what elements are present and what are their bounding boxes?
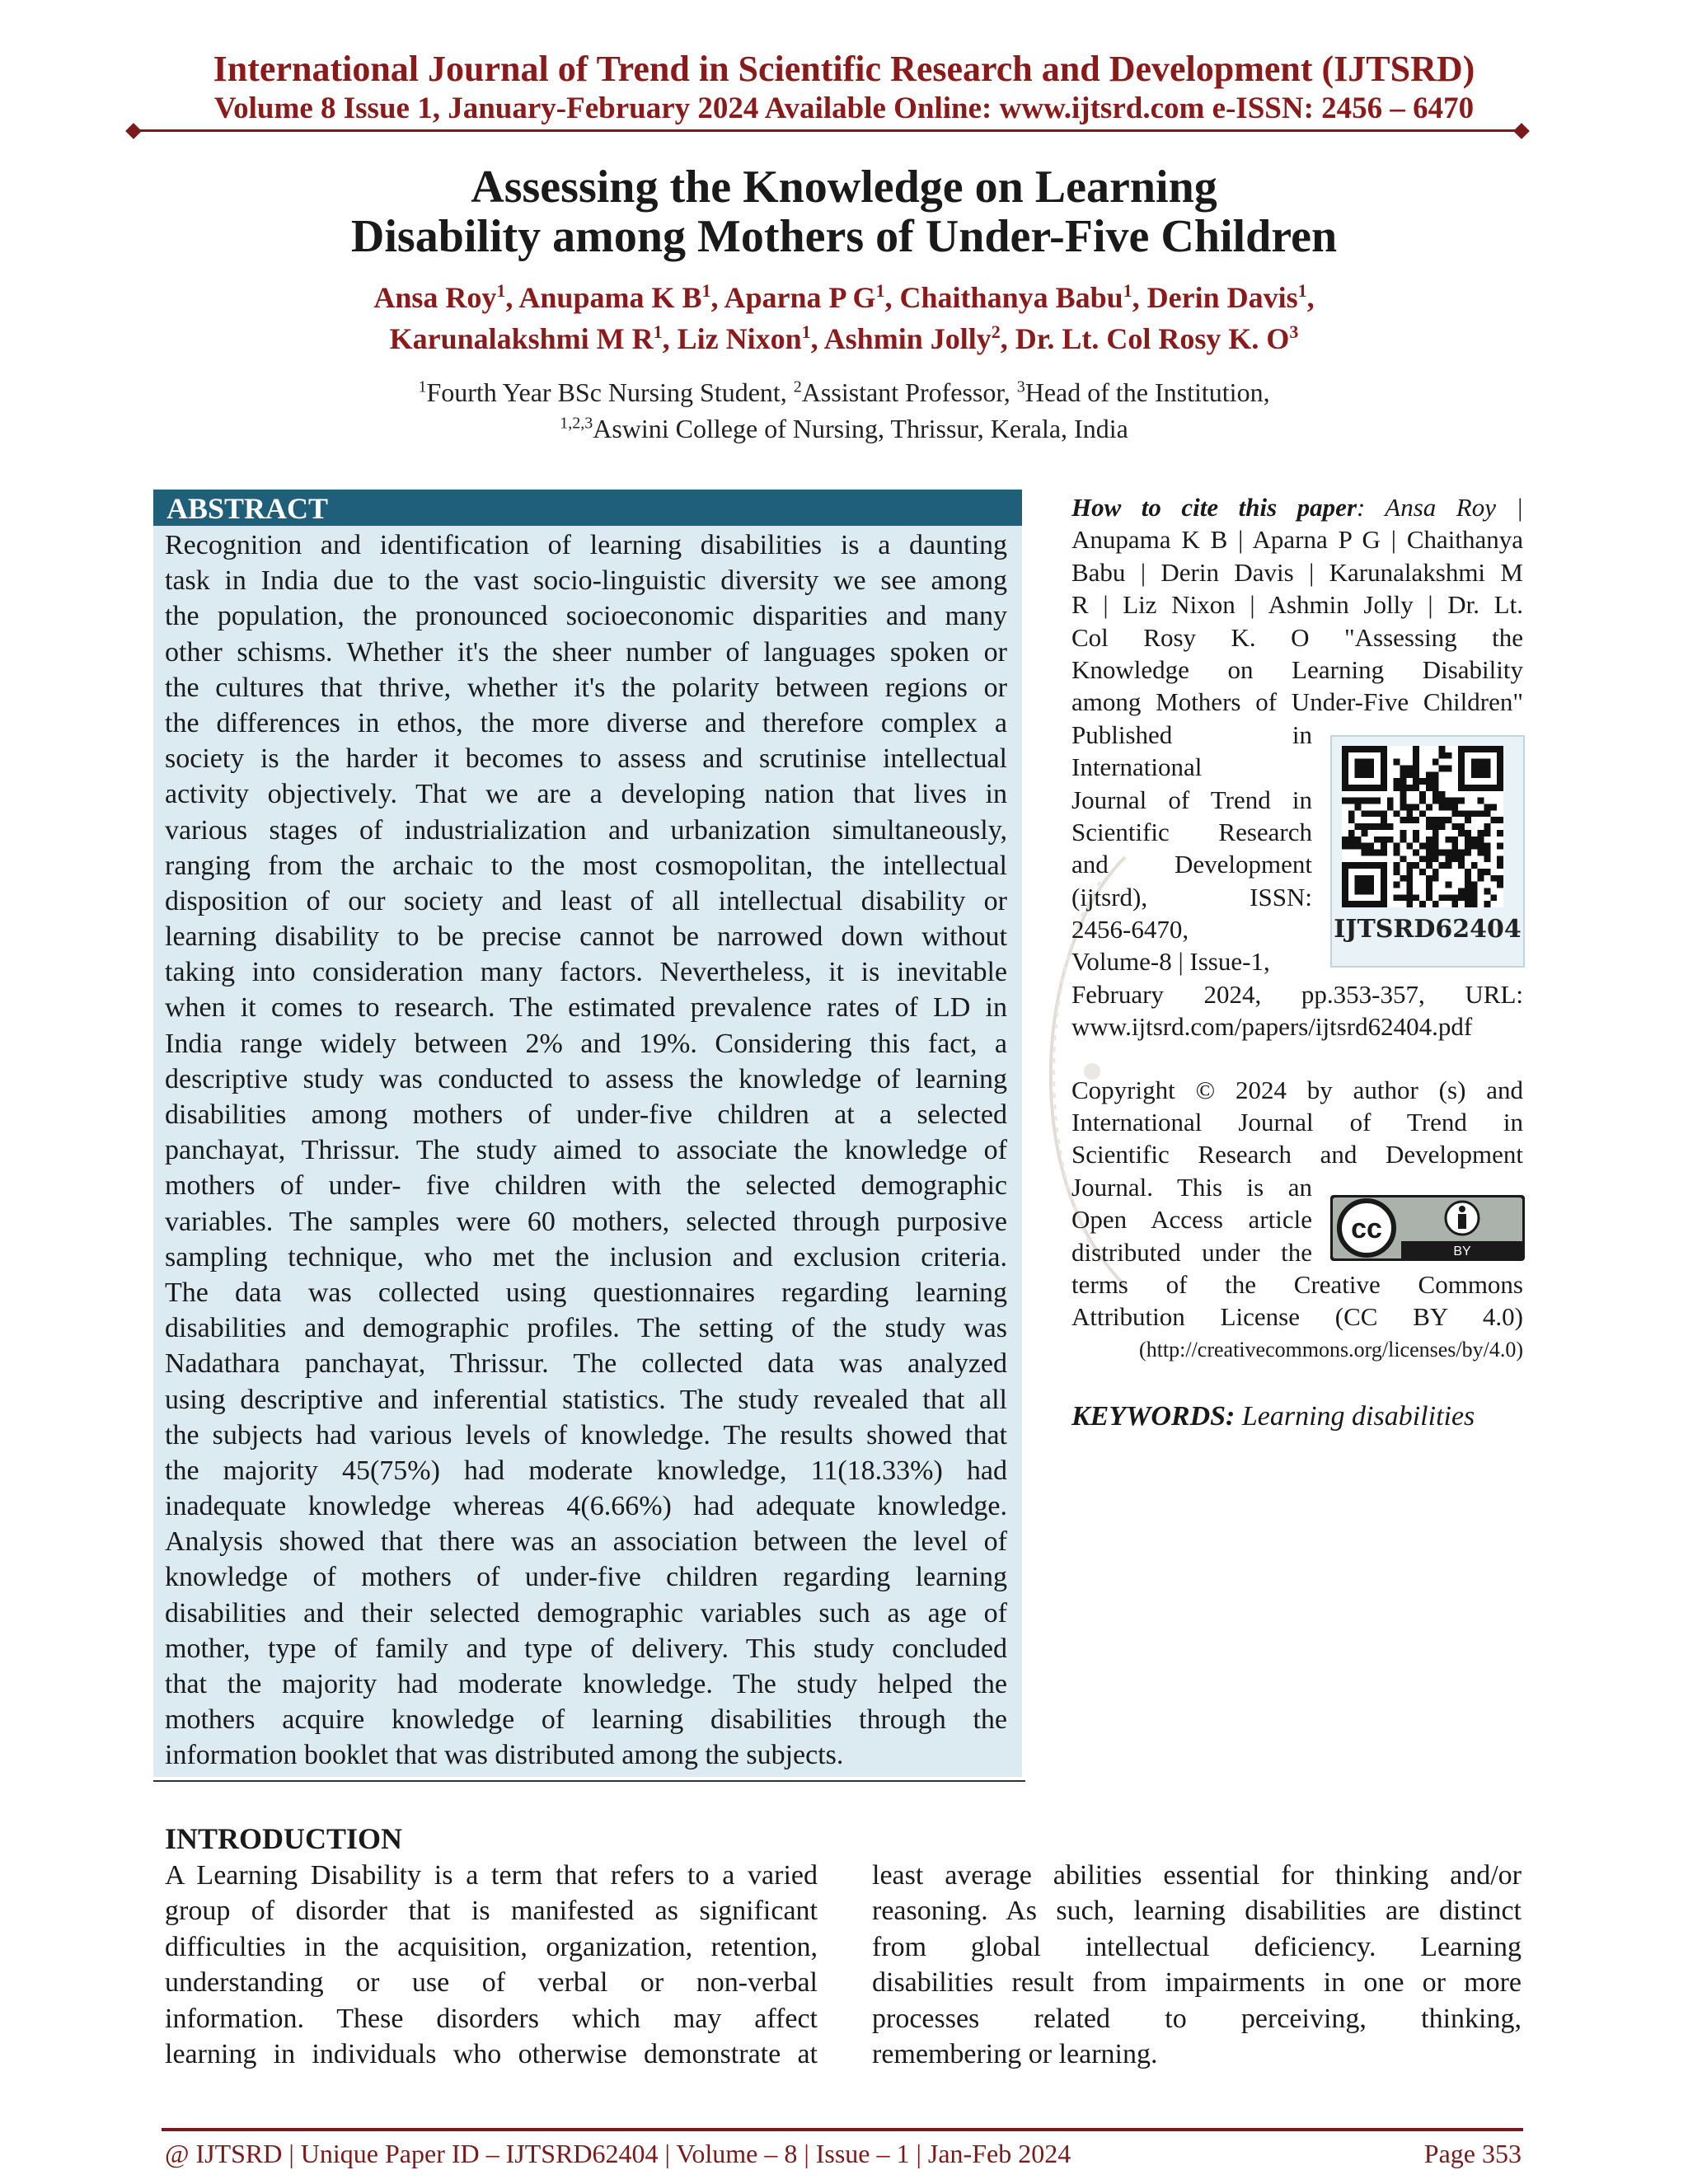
author-name: Aparna P G xyxy=(724,281,876,314)
citation-line: R | Liz Nixon | Ashmin Jolly | Dr. Lt. xyxy=(1071,590,1523,620)
introduction-right-column xyxy=(872,1858,1522,2072)
footer-text: @ IJTSRD | Unique Paper ID – IJTSRD62404 | Volume – 8 | Issue – 1 | Jan-Feb 2024 xyxy=(165,2139,1071,2168)
author-sep: , xyxy=(662,322,678,355)
citation-line: International xyxy=(1071,752,1203,782)
introduction-left-column xyxy=(165,1858,818,2072)
author-sep: , xyxy=(1132,281,1147,314)
abstract-line: descriptive study was conducted to assess the knowledge of learning xyxy=(165,1063,1007,1094)
citation-line: February 2024, pp.353-357, URL: xyxy=(1071,979,1523,1009)
affiliation-line-1 xyxy=(0,377,1688,408)
citation-line: Scientific Research and Development xyxy=(1071,1140,1523,1169)
abstract-line: the subjects had various levels of knowledge. The results showed that xyxy=(165,1419,1007,1451)
keywords-value: Learning disabilities xyxy=(1241,1401,1475,1432)
citation-line: International Journal of Trend in xyxy=(1071,1108,1523,1137)
abstract-line: activity objectively. That we are a developing nation that lives in xyxy=(165,779,1007,810)
journal-name: International Journal of Trend in Scientific Research and Development (IJTSRD) xyxy=(213,49,1475,89)
author-sep: , xyxy=(1306,281,1315,314)
author-sep: , xyxy=(810,322,824,355)
introduction-line: from global intellectual deficiency. Learning xyxy=(872,1931,1522,1962)
affiliation-text: Fourth Year BSc Nursing Student, xyxy=(426,377,794,407)
author-sep: , xyxy=(710,281,724,314)
abstract-line: the population, the pronounced socioeconomic disparities and many xyxy=(165,601,1007,632)
introduction-line: remembering or learning. xyxy=(872,2038,1158,2069)
citation-line: Copyright © 2024 by author (s) and xyxy=(1071,1075,1523,1104)
affiliation-text: Assistant Professor, xyxy=(801,377,1017,407)
introduction-line: information. These disorders which may affect xyxy=(165,2003,818,2034)
abstract-line: disposition of our society and least of all intellectual disability or xyxy=(165,885,1007,916)
footer-rule xyxy=(162,2128,1523,2131)
abstract-line: other schisms. Whether it's the sheer number of languages spoken or xyxy=(165,636,1007,668)
author-sep: , xyxy=(884,281,900,314)
page-number: Page 353 xyxy=(1423,2139,1522,2168)
abstract-line: when it comes to research. The estimated prevalence rates of LD in xyxy=(165,992,1007,1024)
introduction-line: group of disorder that is manifested as significant xyxy=(165,1896,818,1927)
abstract-line: task in India due to the vast socio-linguistic diversity we see among xyxy=(165,565,1007,597)
author-sup: 1 xyxy=(801,321,811,342)
citation-line: terms of the Creative Commons xyxy=(1071,1269,1523,1299)
citation-line: Open Access article xyxy=(1071,1205,1312,1235)
author-name: Anupama K B xyxy=(518,281,702,314)
abstract-line: mothers of under- five children with the selected demographic xyxy=(165,1170,1007,1202)
citation-line: Journal of Trend in xyxy=(1071,785,1312,814)
author-name: Dr. Lt. Col Rosy K. O xyxy=(1015,322,1290,355)
abstract-line: inadequate knowledge whereas 4(6.66%) had adequate knowledge. xyxy=(165,1491,1007,1522)
author-sup: 1 xyxy=(701,280,711,301)
author-sep: , xyxy=(505,281,519,314)
abstract-line: disabilities and their selected demographic variables such as age of xyxy=(165,1597,1007,1629)
citation-line: Knowledge on Learning Disability xyxy=(1071,654,1523,684)
abstract-line: using descriptive and inferential statistics. The study revealed that all xyxy=(165,1384,1007,1415)
paper-title-line-1: Assessing the Knowledge on Learning xyxy=(471,162,1217,213)
introduction-heading: INTRODUCTION xyxy=(165,1822,403,1855)
introduction-line: A Learning Disability is a term that refers to a varied xyxy=(165,1860,818,1891)
author-name: Derin Davis xyxy=(1146,281,1298,314)
affiliation-text: Aswini College of Nursing, Thrissur, Kerala, India xyxy=(593,414,1128,443)
abstract-line: mother, type of family and type of delivery. This study concluded xyxy=(165,1633,1007,1664)
authors-line-2 xyxy=(0,321,1688,356)
abstract-line: knowledge of mothers of under-five children regarding learning xyxy=(165,1562,1007,1593)
cc-badge-text: cc xyxy=(1351,1213,1382,1244)
header-rule xyxy=(134,129,1522,132)
citation-line: and Development xyxy=(1071,850,1312,879)
author-name: Ansa Roy xyxy=(373,281,497,314)
keywords-label: KEYWORDS: xyxy=(1071,1401,1236,1432)
citation-line: 2456-6470, xyxy=(1071,915,1189,944)
by-badge-text: BY xyxy=(1453,1244,1471,1258)
citation-line: Col Rosy K. O "Assessing the xyxy=(1071,622,1523,652)
abstract-bottom-rule xyxy=(153,1780,1025,1782)
author-name: Chaithanya Babu xyxy=(899,281,1123,314)
abstract-heading: ABSTRACT xyxy=(166,492,329,525)
citation-first-line xyxy=(1071,491,1523,523)
citation-line: Journal. This is an xyxy=(1071,1172,1312,1202)
citation-first-rest: : Ansa Roy | xyxy=(1357,493,1524,522)
abstract-line: India range widely between 2% and 19%. Considering this fact, a xyxy=(165,1028,1007,1059)
citation-line: distributed under the xyxy=(1071,1237,1312,1267)
authors-line-1 xyxy=(0,280,1688,315)
affiliation-sup: 3 xyxy=(1016,377,1025,396)
abstract-line: the majority 45(75%) had moderate knowledge, 11(18.33%) had xyxy=(165,1455,1007,1486)
abstract-text xyxy=(165,527,1007,1774)
affiliation-sup: 2 xyxy=(793,377,802,396)
citation-line: among Mothers of Under-Five Children" xyxy=(1071,687,1523,717)
abstract-line: panchayat, Thrissur. The study aimed to associate the knowledge of xyxy=(165,1135,1007,1166)
author-sup: 1 xyxy=(653,321,663,342)
introduction-line: learning in individuals who otherwise demonstrate at xyxy=(165,2038,818,2069)
affiliation-text: Head of the Institution, xyxy=(1025,377,1270,407)
citation-line: (ijtsrd), ISSN: xyxy=(1071,882,1312,912)
abstract-line: learning disability to be precise cannot be narrowed down without xyxy=(165,921,1007,953)
affiliation-sup: 1,2,3 xyxy=(560,414,593,433)
author-sup: 1 xyxy=(496,280,506,301)
abstract-line: mothers acquire knowledge of learning disabilities through the xyxy=(165,1704,1007,1736)
citation-line: Attribution License (CC BY 4.0) xyxy=(1071,1302,1523,1332)
abstract-line: ranging from the archaic to the most cosmopolitan, the intellectual xyxy=(165,850,1007,881)
citation-line: Anupama K B | Aparna P G | Chaithanya xyxy=(1071,525,1523,555)
abstract-line: The data was collected using questionnaires regarding learning xyxy=(165,1277,1007,1308)
citation-line: Scientific Research xyxy=(1071,817,1312,846)
journal-issue-line: Volume 8 Issue 1, January-February 2024 Available Online: www.ijtsrd.com e-ISSN: 2456 – 6470 xyxy=(213,91,1475,125)
citation-label: How to cite this paper xyxy=(1071,493,1357,522)
qr-paper-id: IJTSRD62404 xyxy=(1334,915,1522,944)
affiliation-sup: 1 xyxy=(418,377,427,396)
abstract-line: disabilities and demographic profiles. The setting of the study was xyxy=(165,1313,1007,1344)
author-sup: 2 xyxy=(991,321,1001,342)
abstract-line: the differences in ethos, the more diverse and therefore complex a xyxy=(165,707,1007,738)
author-name: Liz Nixon xyxy=(677,322,802,355)
author-sup: 3 xyxy=(1289,321,1299,342)
introduction-line: understanding or use of verbal or non-verbal xyxy=(165,1967,818,1999)
abstract-line: variables. The samples were 60 mothers, selected through purposive xyxy=(165,1206,1007,1237)
introduction-line: reasoning. As such, learning disabilities are distinct xyxy=(872,1896,1522,1927)
abstract-line: disabilities among mothers of under-five children at a selected xyxy=(165,1099,1007,1130)
abstract-line: various stages of industrialization and urbanization simultaneously, xyxy=(165,814,1007,846)
author-sep: , xyxy=(1000,322,1015,355)
author-sup: 1 xyxy=(1123,280,1132,301)
citation-line: Published in xyxy=(1071,719,1312,749)
introduction-line: difficulties in the acquisition, organization, retention, xyxy=(165,1931,818,1962)
abstract-line: sampling technique, who met the inclusion and exclusion criteria. xyxy=(165,1241,1007,1272)
introduction-line: least average abilities essential for thinking and/or xyxy=(872,1860,1522,1891)
qr-code-icon[interactable] xyxy=(1342,746,1503,907)
citation-line: Babu | Derin Davis | Karunalakshmi M xyxy=(1071,557,1523,587)
cc-by-license-icon[interactable] xyxy=(1330,1195,1525,1261)
author-sup: 1 xyxy=(1297,280,1307,301)
abstract-line: the cultures that thrive, whether it's the polarity between regions or xyxy=(165,672,1007,703)
introduction-line: processes related to perceiving, thinking, xyxy=(872,2003,1522,2034)
introduction-line: disabilities result from impairments in one or more xyxy=(872,1967,1522,1999)
abstract-line: Nadathara panchayat, Thrissur. The collected data was analyzed xyxy=(165,1348,1007,1380)
author-name: Karunalakshmi M R xyxy=(389,322,654,355)
author-sup: 1 xyxy=(875,280,885,301)
keywords xyxy=(1071,1401,1475,1432)
abstract-line: Recognition and identification of learning disabilities is a daunting xyxy=(165,530,1007,560)
abstract-line: society is the harder it becomes to assess and scrutinise intellectual xyxy=(165,743,1007,775)
abstract-line: that the majority had moderate knowledge. The study helped the xyxy=(165,1669,1007,1699)
author-name: Ashmin Jolly xyxy=(823,322,992,355)
paper-title-line-2: Disability among Mothers of Under-Five Children xyxy=(350,211,1338,262)
license-url[interactable]: (http://creativecommons.org/licenses/by/4.0) xyxy=(1139,1337,1523,1361)
citation-line: Volume-8 | Issue-1, xyxy=(1071,947,1270,977)
abstract-line: Analysis showed that there was an association between the level of xyxy=(165,1526,1007,1558)
abstract-line: information booklet that was distributed among the subjects. xyxy=(165,1740,844,1771)
citation-line: www.ijtsrd.com/papers/ijtsrd62404.pdf xyxy=(1071,1012,1473,1042)
abstract-line: taking into consideration many factors. Nevertheless, it is inevitable xyxy=(165,957,1007,988)
affiliation-line-2 xyxy=(0,414,1688,444)
